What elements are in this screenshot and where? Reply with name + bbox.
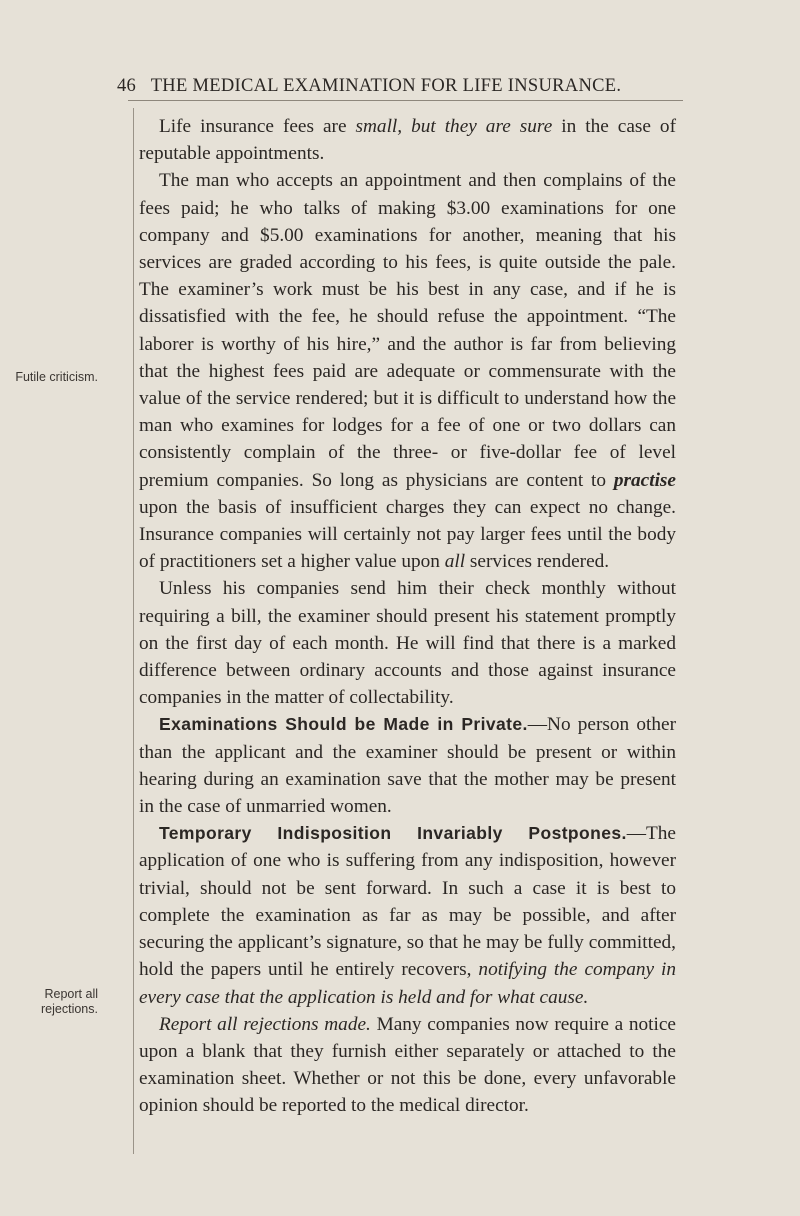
- page-number: 46: [117, 76, 137, 96]
- paragraph-fees: [139, 113, 676, 167]
- text-run: The man who accepts an appointment and then complains of the fees paid; he who talks of making $3.00 examinations for one company and $5.00 examinations for another, meaning that his services are graded according to his fees, is quite outside the pale. The examiner’s work must be his best in any case, and if he is dissatisfied with the fee, he should refuse the appointment. “The laborer is worthy of his hire,” and the author is far from believing that the highest fees paid are adequate or commensurate with the value of the service rendered; but it is difficult to understand how the man who examines for lodges for a fee of one or two dollars can consistently complain of the three- or five-dollar fee of level premium companies. So long as physicians are content to: [139, 170, 676, 491]
- section-heading: Temporary Indisposition Invariably Postpones.: [159, 823, 627, 844]
- italic-word: practise: [613, 469, 676, 491]
- paragraph-rejections: [139, 1011, 676, 1120]
- text-run: Unless his companies send him their check monthly without requiring a bill, the examiner should present his statement promptly on the first day of each month. He will find that there is a marked difference between ordinary accounts and those against insurance companies in the matter of collectability.: [139, 578, 676, 709]
- paragraph-private: [139, 711, 676, 820]
- section-heading: Report all rejections made.: [159, 1013, 371, 1035]
- section-heading: Examinations Should be Made in Private.: [159, 714, 528, 735]
- text-run: —No person other than the applicant and the examiner should be present or within hearing during an examination save that the mother may be present in the case of unmarried women.: [139, 714, 676, 818]
- running-head: THE MEDICAL EXAMINATION FOR LIFE INSURANCE.: [150, 76, 622, 96]
- text-run: Many companies now require a notice upon a blank that they furnish either separately or attached to the examination sheet. Whether or not this be done, every unfavorable opinion should be reported to the medical director.: [139, 1013, 676, 1117]
- paragraph-complaints: [139, 167, 676, 575]
- paragraph-indisposition: [139, 820, 676, 1010]
- italic-phrase: small, but they are sure: [355, 116, 553, 137]
- page-header: [117, 76, 667, 97]
- sidenote-futile-criticism: Futile criticism.: [15, 370, 98, 384]
- text-run: —The application of one who is suffering from any indisposition, however trivial, should not be sent forward. In such a case it is best to complete the examination as far as may be possible, and after securing the applicant’s signature, so that he may be fully committed, hold the papers until he entirely recovers,: [139, 823, 676, 981]
- text-run: Life insurance fees are: [159, 116, 356, 137]
- margin-rule: [133, 108, 134, 1154]
- body-text: [139, 113, 676, 1120]
- text-run: upon the basis of insufficient charges they can expect no change. Insurance companies will certainly not pay larger fees until the body of practitioners set a higher value upon: [139, 496, 676, 573]
- text-run: in the case of reputable appointments.: [139, 116, 676, 165]
- header-rule: [128, 100, 683, 101]
- text-run: services rendered.: [465, 551, 610, 573]
- sidenote-report-rejections: Report all rejections.: [41, 987, 98, 1016]
- italic-phrase: notifying the company in every case that the application is held and for what cause.: [139, 959, 676, 1008]
- paragraph-billing: [139, 575, 676, 711]
- italic-word: all: [444, 551, 466, 573]
